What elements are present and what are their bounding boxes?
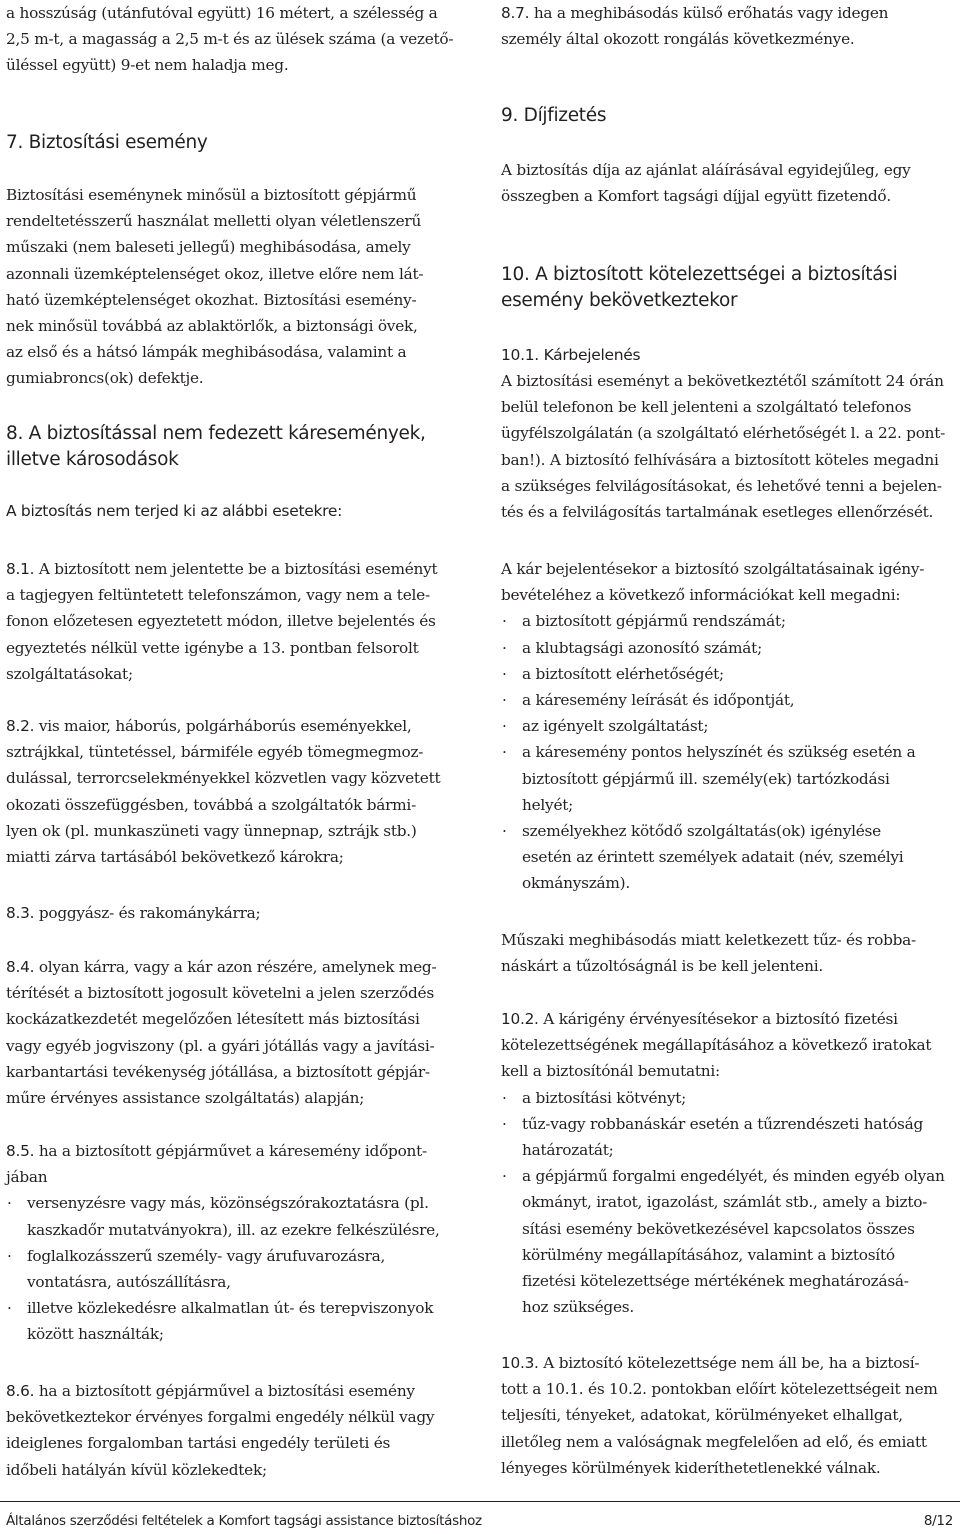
- text-line: sítási esemény bekövetkezésével kapcsolatos összes: [522, 1219, 915, 1238]
- text-line: okmányszám).: [522, 874, 630, 893]
- text-line: [6, 713, 464, 739]
- item-text: poggyász- és rakománykárra;: [34, 904, 261, 922]
- section-7-heading: [6, 130, 464, 156]
- list-item: [501, 818, 958, 897]
- text-line: esetén az érintett személyek adatait (név, személyi: [522, 848, 904, 867]
- text-line: [6, 1138, 464, 1164]
- section-title: 9. Díjfizetés: [501, 105, 607, 126]
- item-number: 10.3.: [501, 1354, 539, 1372]
- text-line: · az igényelt szolgáltatást;: [522, 717, 709, 736]
- section-title-line: illetve károsodások: [6, 449, 179, 470]
- item-8-6: [6, 1378, 464, 1483]
- text-line: · foglalkozásszerű személy- vagy árufuvarozásra,: [27, 1246, 386, 1265]
- list-item: [501, 1163, 958, 1320]
- item-text: ha a meghibásodás külső erőhatás vagy idegen: [529, 4, 889, 22]
- text-line: határozatát;: [522, 1141, 614, 1160]
- text-line: kockázatkezdetét megelőzően létesített más biztosítási: [6, 1010, 420, 1029]
- text-line: a szükséges felvilágosításokat, és lehetővé tenni a bejelen-: [501, 476, 942, 495]
- text-line: · versenyzésre vagy más, közönségszórakoztatásra (pl.: [27, 1194, 429, 1213]
- text-line: [501, 1350, 958, 1376]
- text-line: vontatásra, autószállításra,: [27, 1273, 231, 1292]
- text-line: helyét;: [522, 795, 574, 814]
- text-line: illetőleg nem a valóságnak megfelelően ad elő, és emiatt: [501, 1432, 927, 1451]
- text-line: személy által okozott rongálás következménye.: [501, 30, 855, 49]
- text-line: nek minősül továbbá az ablaktörlők, a biztonsági övek,: [6, 317, 418, 336]
- text-line: · a biztosított gépjármű rendszámát;: [522, 612, 786, 631]
- text-line: lényeges körülmények kideríthetetlenekké válnak.: [501, 1458, 881, 1477]
- section-title-line: esemény bekövetkeztekor: [501, 290, 738, 311]
- text-line: okozati összefüggésben, továbbá a szolgáltatók bármi-: [6, 795, 416, 814]
- section-title-line: 8. A biztosítással nem fedezett káresemények,: [6, 423, 426, 444]
- notification-info: [501, 556, 958, 897]
- text-line: · illetve közlekedésre alkalmatlan út- és terepviszonyok: [27, 1299, 434, 1318]
- list-item: [501, 608, 958, 634]
- list-item: [501, 661, 958, 687]
- list-item: [501, 1111, 958, 1163]
- item-8-5: [6, 1138, 464, 1348]
- item-text: A biztosító kötelezettsége nem áll be, ha a biztosí-: [538, 1354, 920, 1372]
- item-8-1: [6, 556, 464, 687]
- item-text: A biztosított nem jelentette be a biztosítási eseményt: [34, 560, 438, 578]
- text-line: kötelezettségének megállapításához a következő iratokat: [501, 1036, 932, 1055]
- text-line: · a biztosítási kötvényt;: [522, 1088, 687, 1107]
- text-line: · a biztosított elérhetőségét;: [522, 664, 724, 683]
- item-text: vis maior, háborús, polgárháborús eseményekkel,: [34, 717, 412, 735]
- text-line: [6, 1378, 464, 1404]
- list-item: [6, 1243, 464, 1295]
- item-8-4: [6, 954, 464, 1111]
- section-10-heading: [501, 262, 958, 314]
- item-10-3: [501, 1350, 958, 1481]
- text-line: A biztosítás díja az ajánlat aláírásával egyidejűleg, egy: [501, 161, 911, 179]
- item-number: 8.4.: [6, 958, 35, 976]
- list-item: [501, 1085, 958, 1111]
- text-line: vagy egyéb jogviszony (pl. a gyári jótállás vagy a javítási-: [6, 1036, 435, 1055]
- item-8-2: [6, 713, 464, 870]
- text-line: azonnali üzemképtelenséget okoz, illetve előre nem lát-: [6, 264, 424, 283]
- text-line: teljesíti, tényeket, adatokat, körülményeket elhallgat,: [501, 1406, 903, 1425]
- text-line: kell a biztosítónál bemutatni:: [501, 1062, 720, 1081]
- text-line: jában: [6, 1168, 48, 1187]
- bullet-list: [501, 1085, 958, 1321]
- section-title-line: 10. A biztosított kötelezettségei a biztosítási: [501, 264, 898, 285]
- item-10-2: [501, 1006, 958, 1320]
- text-line: fizetési kötelezettsége mértékének meghatározásá-: [522, 1272, 909, 1291]
- text-line: dulással, terrorcselekményekkel közvetlen vagy közvetett: [6, 769, 441, 788]
- section-7-body: [6, 182, 464, 392]
- text-line: bevételéhez a következő információkat kell megadni:: [501, 586, 901, 605]
- text-line: A kár bejelentésekor a biztosító szolgáltatásainak igény-: [501, 560, 925, 578]
- text-line: ügyfélszolgálatán (a szolgáltató elérhetőségét l. a 22. pont-: [501, 424, 946, 443]
- item-number: 8.2.: [6, 717, 35, 735]
- text-line: időbeli hatályán kívül közlekedtek;: [6, 1460, 267, 1479]
- text-line: · a gépjármű forgalmi engedélyét, és minden egyéb olyan: [522, 1167, 945, 1186]
- text-line: ható üzemképtelenséget okozhat. Biztosítási esemény-: [6, 290, 417, 309]
- item-text: ha a biztosított gépjárművet a káresemény időpont-: [34, 1142, 427, 1160]
- bullet-list: [6, 1190, 464, 1347]
- text-line: kaszkadőr mutatványokra), ill. az ezekre felkészülésre,: [27, 1220, 440, 1239]
- text-line: rendeltetésszerű használat melletti olyan véletlenszerű: [6, 212, 422, 231]
- text-line: szolgáltatásokat;: [6, 664, 133, 683]
- list-item: [6, 1295, 464, 1347]
- intro-paragraph: [6, 0, 464, 79]
- text-line: fonon előzetesen egyeztetett módon, illetve bejelentés és: [6, 612, 436, 631]
- list-item: [6, 1190, 464, 1242]
- item-number: 8.3.: [6, 904, 35, 922]
- list-item: [501, 635, 958, 661]
- text-line: között használták;: [27, 1325, 164, 1344]
- item-text: ha a biztosított gépjárművel a biztosítási esemény: [34, 1382, 415, 1400]
- section-8-heading: [6, 421, 464, 473]
- item-8-7: [501, 0, 958, 52]
- section-9-heading: [501, 103, 958, 129]
- text-line: [6, 556, 464, 582]
- page-number: 8/12: [923, 1513, 953, 1529]
- section-9-body: [501, 157, 958, 209]
- text-line: bekövetkeztekor érvényes forgalmi engedély nélkül vagy: [6, 1408, 435, 1427]
- text-line: körülmény megállapításához, valamint a biztosító: [522, 1245, 895, 1264]
- section-title: 7. Biztosítási esemény: [6, 132, 208, 153]
- list-item: [501, 687, 958, 713]
- text-line: miatti zárva tartásából bekövetkező károkra;: [6, 848, 344, 867]
- text-line: karbantartási tevékenység jótállása, a biztosított gépjár-: [6, 1062, 430, 1081]
- text-line: biztosított gépjármű ill. személy(ek) tartózkodási: [522, 769, 890, 788]
- text-line: · tűz-vagy robbanáskár esetén a tűzrendészeti hatóság: [522, 1114, 924, 1133]
- text-line: · a káresemény pontos helyszínét és szükség esetén a: [522, 743, 916, 762]
- item-number: 8.6.: [6, 1382, 35, 1400]
- text-line: tott a 10.1. és 10.2. pontokban előírt kötelezettségeit nem: [501, 1380, 938, 1399]
- item-8-3: [6, 900, 464, 926]
- text-line: egyeztetés nélkül vette igénybe a 13. pontban felsorolt: [6, 638, 419, 657]
- text-line: sztrájkkal, tüntetéssel, bármiféle egyéb tömegmegmoz-: [6, 743, 424, 762]
- text-line: belül telefonon be kell jelenteni a szolgáltató telefonos: [501, 398, 912, 417]
- text-line: Műszaki meghibásodás miatt keletkezett tűz- és robba-: [501, 931, 916, 949]
- text-line: okmányt, iratot, igazolást, számlát stb., amely a bizto-: [522, 1193, 928, 1212]
- text-line: összegben a Komfort tagsági díjjal együtt fizetendő.: [501, 187, 891, 206]
- text-line: ideiglenes forgalomban tartási engedély területi és: [6, 1434, 391, 1453]
- footer-divider: [0, 1501, 960, 1502]
- item-number: 8.5.: [6, 1142, 35, 1160]
- list-item: [501, 739, 958, 818]
- text-line: térítését a biztosított jogosult követelni a jelen szerződés: [6, 984, 434, 1003]
- list-item: [501, 713, 958, 739]
- text-line: tés és a felvilágosítás tartalmának esetleges ellenőrzését.: [501, 503, 934, 522]
- text-line: 2,5 m-t, a magasság a 2,5 m-t és az ülések száma (a vezető-: [6, 30, 454, 49]
- text-line: gumiabroncs(ok) defektje.: [6, 369, 204, 388]
- text-line: Biztosítási eseménynek minősül a biztosított gépjármű: [6, 186, 417, 204]
- page-footer: [6, 1510, 953, 1532]
- text-line: műszaki (nem baleseti jellegű) meghibásodása, amely: [6, 238, 411, 257]
- text-line: a hosszúság (utánfutóval együtt) 16 métert, a szélesség a: [6, 4, 438, 22]
- item-text: olyan kárra, vagy a kár azon részére, amelynek meg-: [34, 958, 437, 976]
- fire-damage-note: [501, 927, 958, 979]
- text-line: [6, 954, 464, 980]
- text-line: ban!). A biztosító felhívására a biztosított köteles megadni: [501, 450, 939, 469]
- item-number: 8.7.: [501, 4, 530, 22]
- text-line: · a klubtagsági azonosító számát;: [522, 638, 762, 657]
- item-number: 10.2.: [501, 1010, 539, 1028]
- item-text: A kárigény érvényesítésekor a biztosító fizetési: [538, 1010, 898, 1028]
- item-10-1: [501, 342, 958, 525]
- text-line: [6, 900, 464, 926]
- text-line: A biztosítási eseményt a bekövetkeztétől számított 24 órán: [501, 372, 944, 390]
- bullet-list: [501, 608, 958, 896]
- text-line: [501, 1006, 958, 1032]
- text-line: az első és a hátsó lámpák meghibásodása, valamint a: [6, 343, 407, 362]
- text-line: műre érvényes assistance szolgáltatás) alapján;: [6, 1089, 365, 1108]
- subsection-title: 10.1. Kárbejelenés: [501, 346, 641, 364]
- text-line: lyen ok (pl. munkaszüneti vagy ünnepnap, sztrájk stb.): [6, 821, 417, 840]
- text-line: · személyekhez kötődő szolgáltatás(ok) igénylése: [522, 822, 881, 841]
- footer-title: Általános szerződési feltételek a Komfort tagsági assistance biztosításhoz: [6, 1513, 482, 1529]
- item-number: 8.1.: [6, 560, 35, 578]
- text-line: a tagjegyen feltüntetett telefonszámon, vagy nem a tele-: [6, 586, 430, 605]
- subtitle: A biztosítás nem terjed ki az alábbi esetekre:: [6, 502, 343, 520]
- text-line: [501, 0, 958, 26]
- text-line: üléssel együtt) 9-et nem haladja meg.: [6, 56, 289, 75]
- section-8-subtitle: [6, 498, 464, 524]
- text-line: · a káresemény leírását és időpontját,: [522, 691, 795, 710]
- text-line: hoz szükséges.: [522, 1298, 634, 1317]
- text-line: náskárt a tűzoltóságnál is be kell jelenteni.: [501, 957, 823, 976]
